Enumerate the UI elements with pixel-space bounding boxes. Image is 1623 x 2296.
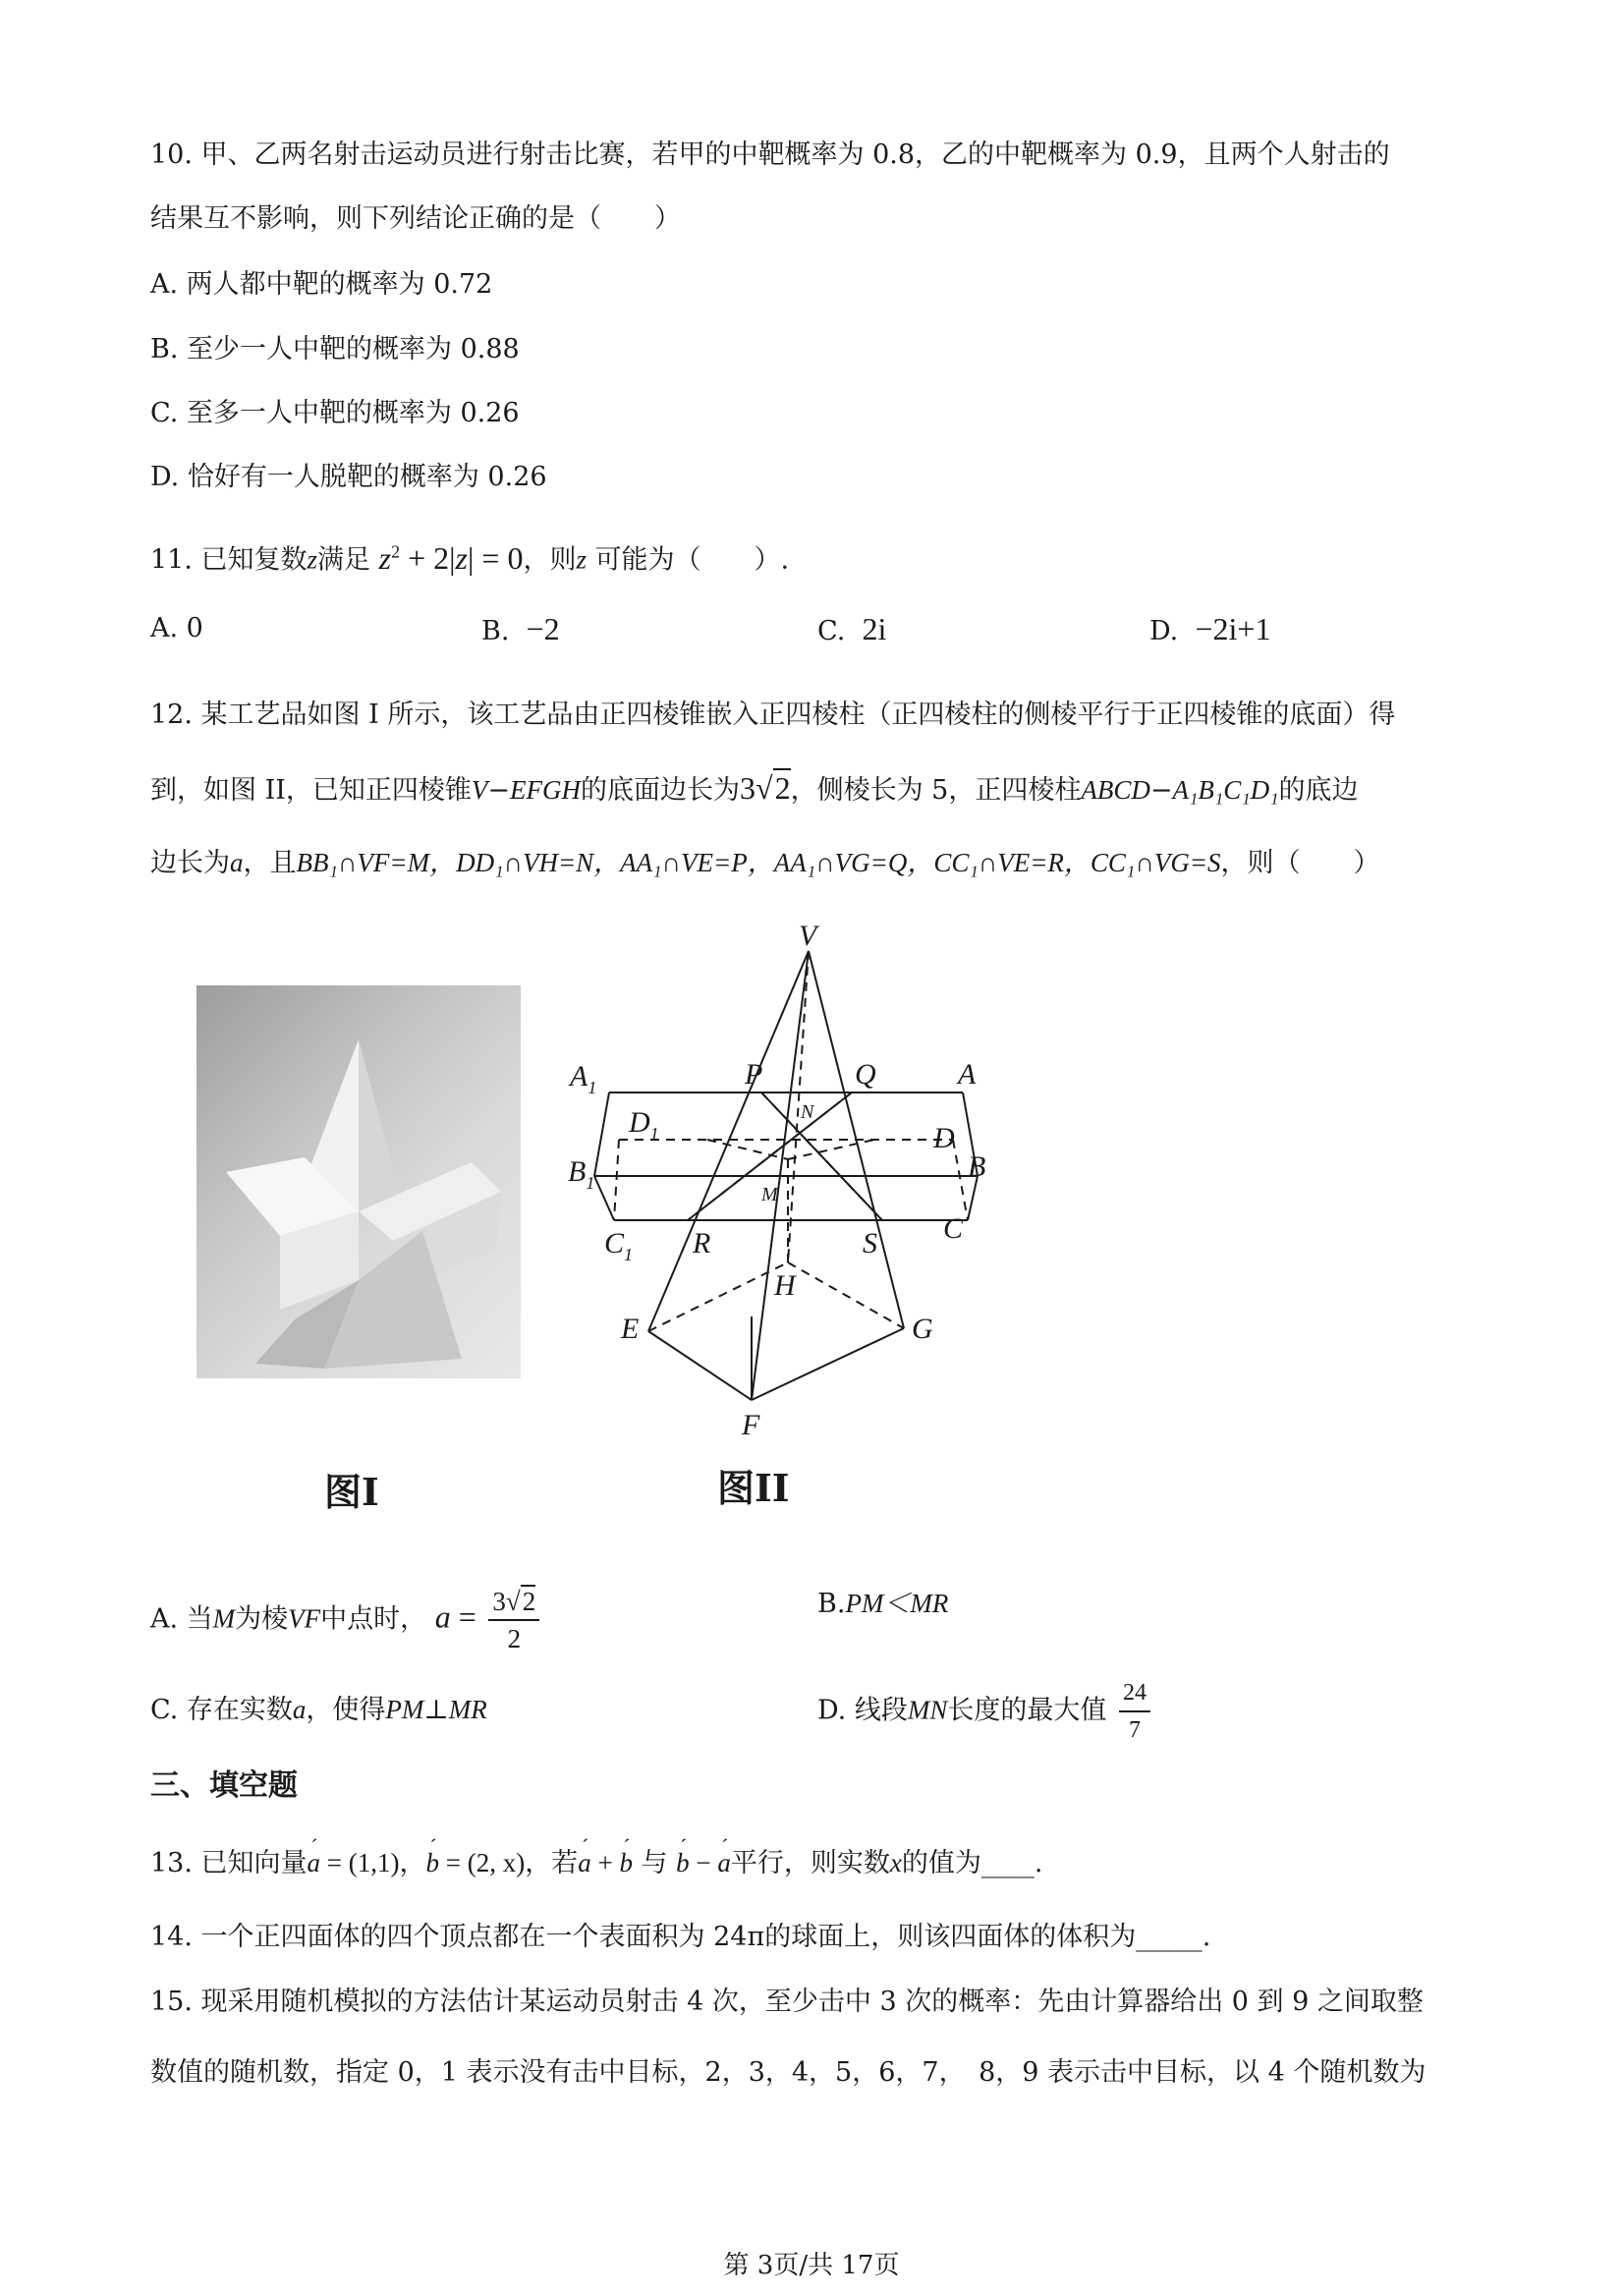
label-f: F (742, 1409, 760, 1441)
q12-option-c: C. 存在实数a，使得PM⊥MR (150, 1695, 487, 1725)
q12-line3: 边长为a，且BB₁∩VF=M，DD₁∩VH=N，AA₁∩VE=P，AA₁∩VG=Q，CC₁∩VE=R，CC₁∩VG=S，则（ ） (150, 848, 1380, 878)
figure-2-diagram (560, 924, 1051, 1454)
label-g: G (912, 1313, 933, 1345)
q10-option-a: A. 两人都中靶的概率为 0.72 (150, 269, 493, 300)
q12-line1: 12. 某工艺品如图 I 所示，该工艺品由正四棱锥嵌入正四棱柱（正四棱柱的侧棱平行于正四棱锥的底面）得 (150, 700, 1396, 730)
q12-option-d-fraction: $\frac{24}{7}$ (1119, 1675, 1150, 1748)
q11-mid2: ，则 (523, 544, 577, 576)
q12-base-edge: 3√2 (740, 770, 791, 806)
section-heading-fill-blank: 三、填空题 (150, 1768, 298, 1803)
q11-option-d: D. −2i+1 (1149, 611, 1271, 646)
q10-line1: 10. 甲、乙两名射击运动员进行射击比赛，若甲的中靶概率为 0.8，乙的中靶概率为 0.9，且两个人射击的 (150, 140, 1390, 170)
label-m: M (761, 1184, 778, 1205)
figure-2-caption: 图II (717, 1466, 790, 1510)
figure-1-photo (196, 985, 521, 1378)
label-s: S (863, 1227, 877, 1260)
q11-z2: z (576, 544, 587, 575)
q11-stem (150, 532, 789, 581)
q13-line: 13. 已知向量´ a = (1,1)，´ b = (2, x)，若´ a + ´ b 与 ´ b − ´ a平行，则实数x的值为____. (150, 1843, 1042, 1883)
q11-mid3: 可能为（ ）. (594, 544, 790, 576)
q12-option-a: A. 当M为棱VF中点时， a = $\frac{3√2}{2}$ (150, 1584, 543, 1656)
label-d1: $D_1$ (629, 1106, 659, 1144)
label-p: P (745, 1058, 763, 1091)
figure-1-artwork (196, 985, 521, 1378)
q12-line2: 到，如图 II，已知正四棱锥V−EFGH的底面边长为3√2，侧棱长为 5，正四棱柱ABCD−A₁B₁C₁D₁的底边 (150, 770, 1359, 806)
label-d: D (933, 1122, 955, 1154)
label-q: Q (855, 1058, 876, 1091)
q10-line2: 结果互不影响，则下列结论正确的是（ ） (150, 203, 681, 234)
label-b: B (968, 1150, 986, 1183)
label-n: N (801, 1101, 814, 1123)
q15-line2: 数值的随机数，指定 0，1 表示没有击中目标，2，3，4，5，6，7， 8，9 表示击中目标，以 4 个随机数为 (150, 2057, 1427, 2088)
q10-option-d: D. 恰好有一人脱靶的概率为 0.26 (150, 462, 547, 492)
q14-line: 14. 一个正四面体的四个顶点都在一个表面积为 24π的球面上，则该四面体的体积为_____. (150, 1922, 1211, 1952)
page-footer: 第 3页/共 17页 (723, 2251, 900, 2280)
label-b1: $B_1$ (568, 1155, 595, 1193)
label-c: C (943, 1212, 964, 1245)
label-e: E (621, 1313, 640, 1345)
q11-option-b: B. −2 (481, 611, 560, 646)
label-v: V (799, 924, 817, 952)
q11-prefix: 11. 已知复数 (150, 544, 308, 576)
q15-line1: 15. 现采用随机模拟的方法估计某运动员射击 4 次，至少击中 3 次的概率：先由计算器给出 0 到 9 之间取整 (150, 1987, 1424, 2017)
label-a: A (958, 1058, 977, 1091)
q11-mid1: 满足 (317, 544, 371, 576)
q11-option-c: C. 2i (817, 611, 887, 646)
q11-option-a: A. 0 (150, 613, 203, 644)
q10-option-c: C. 至多一人中靶的概率为 0.26 (150, 398, 520, 428)
q11-equation: $z^2 + 2|z| = 0$ (378, 539, 524, 576)
label-a1: $A_1$ (570, 1060, 597, 1097)
q10-option-b: B. 至少一人中靶的概率为 0.88 (150, 334, 520, 364)
label-h: H (774, 1269, 796, 1302)
figure-1-caption: 图I (324, 1470, 379, 1514)
q11-z: z (307, 544, 318, 575)
q12-option-b: B.PM＜MR (817, 1589, 949, 1619)
q12-option-d: D. 线段MN长度的最大值 $\frac{24}{7}$ (817, 1675, 1154, 1748)
label-c1: $C_1$ (604, 1227, 634, 1264)
label-r: R (693, 1227, 711, 1260)
q12-option-a-fraction: $\frac{3√2}{2}$ (488, 1584, 539, 1656)
